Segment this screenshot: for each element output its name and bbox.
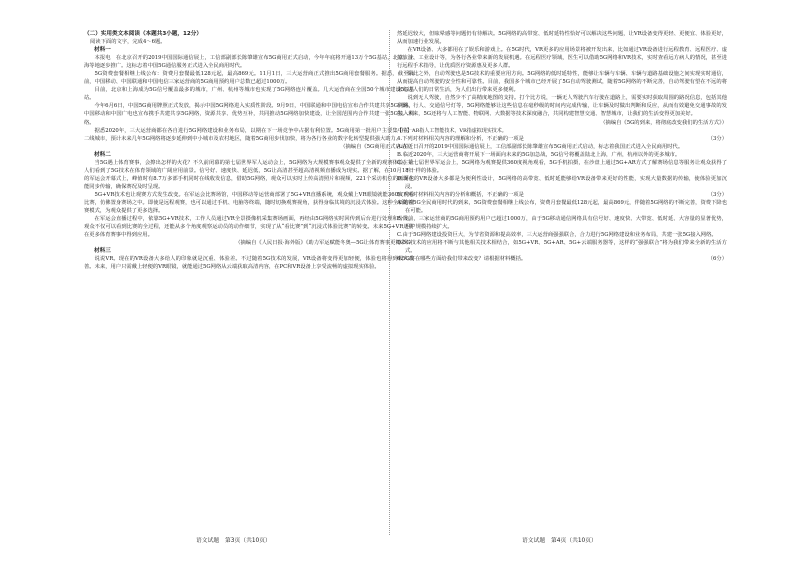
question-5 — [397, 191, 727, 199]
question-4-option: B.临近2020年，三大运营商将开展下一场面向未来的5G加急战，5G信号将覆盖陆北上海，广州，杭州以外的更多城市。 — [397, 151, 681, 158]
material2-paragraph: 当5G遇上体育赛事，会擦出怎样的火花？不久前闭幕的第七届世界军人运动会上，5G网络为大规模赛事观众提供了全新的观赛体验，让人们看到了5G技术在体育领域的广阔应用前景。信号好、速度快、延迟低，5G让高清甚至超高清视频直播成为现实。据了解，在10月18日的军运会开幕式上，峰值时有8.7万多部手机同时在线收发信息，借助5G网络，观众可以实时上传高清照片和视频，221个采访机位的画面也能同步传输，确保赛况及时呈现。 — [84, 159, 414, 190]
material3-continued: 除此之外，自动驾驶也是5G技术的重要应用方向。5G网络的低时延特性，能够让车辆与车辆、车辆与道路基础设施之间实现实时通信，从而提高自动驾驶的安全性和可靠性。目前，我国多个城市已经开展了5G自动驾驶测试，随着5G网络的不断完善，自动驾驶有望在不远的将来走进人们的日常生活，为人们出行带来更多便利。 — [397, 71, 727, 94]
question-6 — [397, 255, 727, 263]
material3-continued: 说到无人驾驶，自然少不了高精度地图的支持。打个比方说，一辆无人驾驶汽车行驶在道路上，需要实时获取周围的路况信息，包括其他车辆、行人、交通信号灯等，5G网络能够让这些信息在毫秒级的时间内完成传输，让车辆及时做出判断和反应，从而有效避免交通事故的发生。未来，5G还将与人工智能、物联网、大数据等技术深度融合，共同构建智慧交通、智慧城市，让我们的生活变得更加美好。 — [397, 95, 727, 118]
material1-paragraph: 目前，北京和上海成为5G信号覆盖最多的城市，广州、杭州等城市也实现了5G网络连片覆盖。几大运营商在全国50个城市建设5G基站。 — [84, 87, 414, 102]
question-5-option: B.目前，三家运营商的5G商用预约用户已超过1000万，由于5G移动通信网络具有信号好、速度快、大带宽、低时延、大容量的显著优势，用户规模持续扩大。 — [397, 216, 727, 231]
material2-source: （摘编自《人民日报·海外版》《助力军运赋能冬奥—5G让体育赛事更精彩》） — [235, 240, 414, 247]
question-5-stem: 5.下列对材料相关内容的分析和概括，不正确的一项是 — [397, 191, 524, 198]
material1-title: 材料一 — [94, 47, 111, 54]
question-4 — [397, 135, 727, 143]
question-4-option: D.现在的VR设备大多都是为便利性设计，5G网络的高带宽、低时延能够给VR设备带来更好的性能，实现大量数据的传输，使体验更加沉浸。 — [397, 175, 727, 190]
right-column — [397, 30, 727, 530]
question-5-option: C.由于5G网络建设投资巨大，为节省资源和提高效率，三大运营商强强联合，合力进行5G网络建设和业务布局，共建一张5G接入网络。 — [397, 232, 717, 239]
material3-continued: 然延迟较大，但眩晕感等问题仍有待解决。5G网络的高带宽、低时延特性恰好可以解决这些问题，让VR设备变得更轻、更便宜、体验更好，从而加速行业发展。 — [397, 31, 727, 46]
page-footer-left: 语文试题 第3页（共10页） — [196, 538, 271, 544]
material3-paragraph: 说说VR。现在的VR设备大多给人的印象就是沉重、体验差。不过随着5G技术的发展，VR设备将变得更加轻便，体验也将得到极大改善。未来，用户只需戴上轻便的VR眼镜，就能通过5G网络从云端获取高清内容，在PC和VR设备上享受流畅的虚拟现实体验。 — [84, 256, 414, 271]
section-title: （二）实用类文本阅读（本题共3小题，12分） — [84, 31, 202, 37]
column-divider — [389, 30, 390, 535]
material3-source: （摘编自《5G的到来，将彻底改变我们的生活方式》） — [600, 119, 727, 126]
material1-source: （摘编自《5G商用正式启动》） — [340, 143, 414, 150]
question-4-stem: 4.下列对材料相关内容的理解和分析，不正确的一项是 — [397, 135, 524, 142]
question-4-option: A.在近日召开的2019中国国际通信展上，工信部副部长陈肇雄宣布5G商用正式启动，标志着我国正式进入全民商用时代。 — [397, 143, 684, 150]
question-5-option: A.随着5G全民商用时代的到来，5G资费套餐相继上线公布，资费月套餐最低128元起，最高869元，伴随着5G网络的不断完善，资费下降也在可能。 — [397, 199, 727, 215]
question-5-score: （3分） — [707, 191, 727, 198]
footnote: 【注】AR指人工智能技术，VR指虚拟现实技术。 — [397, 127, 507, 134]
material3-title: 材料三 — [94, 248, 111, 255]
question-4-option: C.在第七届世界军运会上，5G网络为观赛提供360度视角观看，5G手机拍摄，在沙盘上通过5G+AR方式了解赛场信息等服务让观众获得了不一样的体验。 — [397, 159, 727, 174]
question-4-score: （3分） — [707, 135, 727, 142]
material1-paragraph: 据悉2020年，三大运营商都在各自进行5G网络建设和业务布局，以期在下一场竞争中占据有利位置。5G商用第一批用户主要集中在一二线城市，预计未来几年5G网络将逐步延伸到中小城市及农村地区，随着5G商用步伐加快，将为各行各业的数字化转型提供强大助力。 — [84, 127, 414, 142]
question-6-score: （6分） — [707, 256, 727, 263]
material1-paragraph: 本报电 在北京召开的2019中国国际通信展上，工信部副部长陈肇雄宣布5G商用正式启动，今年年底将开通13万个5G基站，北京、上海等地逐步推广。这标志着中国5G通信服务正式进入全民商用时代。 — [84, 55, 414, 70]
left-column — [84, 30, 414, 530]
page-footer-right: 语文试题 第4页（共10页） — [522, 538, 597, 544]
question-6-stem: 6.5G将在哪些方面给我们带来改变？请根据材料概括。 — [397, 256, 527, 263]
material2-title: 材料二 — [94, 151, 111, 158]
material1-paragraph: 5G资费套餐相继上线公布：资费月套餐最低128元起，最高869元。11月1日，三大运营商正式推出5G商用套餐服务。据悉，截至目前，中国移动、中国联通和中国电信三家运营商的5G商用预约用户总数已超过1000万。 — [84, 71, 414, 86]
material2-paragraph: 在军运会直播过程中，依靠5G+VR技术，工作人员通过VR全景摄像机采集赛场画面，再经由5G网络实时回传到后台进行处理和分发，观众不仅可以看到比赛的全过程，还能从多个角度观察运动员的动作细节，实现了从“看比赛”到“沉浸式体验比赛”的转变。未来5G+VR还将在更多体育赛事中得到应用。 — [84, 216, 414, 239]
question-5-option: D.5G技术的应用将不断与其他相关技术相结合，如5G+VR、5G+AR、5G+云端服务器等，这样的“强强联合”将为我们带来全新的生活方式。 — [397, 240, 727, 255]
material1-paragraph: 今年6月6日，中国5G商用牌照正式发放，揭示中国5G网络进入实质性阶段。9月9日，中国联通和中国电信宣布合作共建共享5G网络，中国移动和中国广电也宣布携手共建共享5G网络，资源共享、优势互补，共同推动5G网络加快建设，让全国范围内合作共建一张5G接入网络。 — [84, 103, 414, 126]
instruction: 阅读下面的文字，完成4～6题。 — [90, 39, 166, 46]
material3-continued: 在VR设备、大多都用在了娱乐和游戏上。在5G时代，VR更多的应用场景将被开发出来，比如通过VR设备进行远程教育、远程医疗、虚拟旅游、工业设计等，为各行各业带来新的发展机遇。在远程医疗领域，医生可以借助5G网络和VR技术，实时查看远方病人的情况，甚至进行远程手术指导，让优质医疗资源惠及更多人群。 — [397, 47, 727, 70]
material2-paragraph: 5G+VR技术也让观赛方式发生改变。在军运会比赛场馆，中国移动等运营商部署了5G+VR直播系统，观众戴上VR眼镜就能360度观看比赛，仿佛置身赛场之中。即使是远程观赛，也可以通过手机、电脑等终端，随时切换观赛视角，获得身临其境的沉浸式体验。这种全新的观赛模式，为观众提供了更多选择。 — [84, 191, 414, 215]
